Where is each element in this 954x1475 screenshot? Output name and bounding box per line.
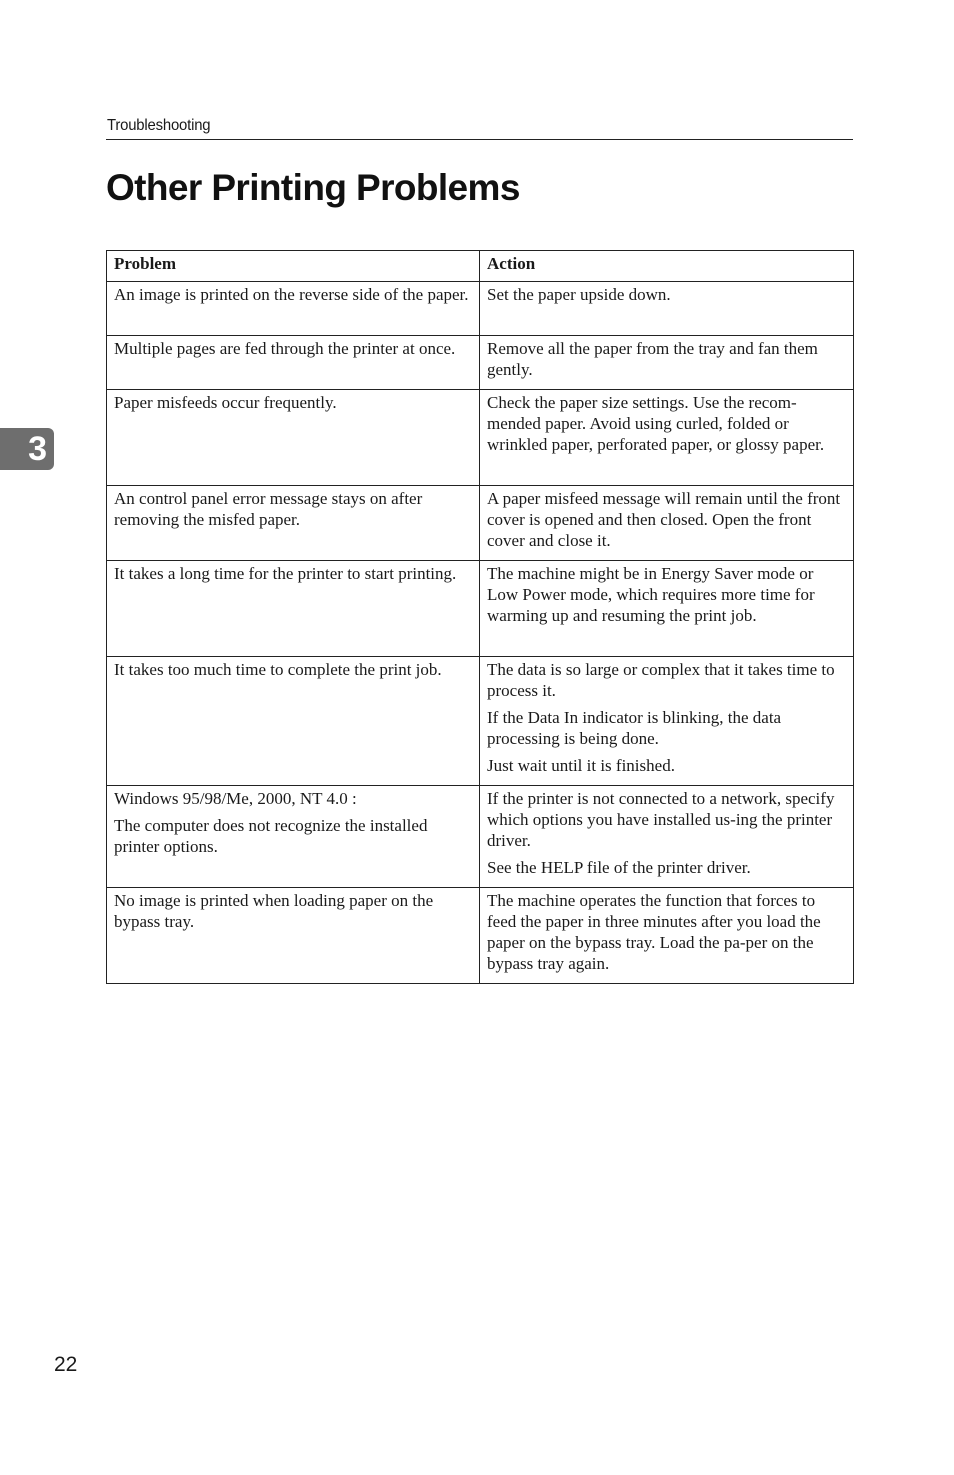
action-cell bbox=[480, 336, 854, 390]
problem-text: The computer does not recognize the installed printer options. bbox=[114, 816, 428, 856]
page-number: 22 bbox=[54, 1353, 78, 1376]
problem-cell bbox=[107, 390, 480, 486]
problem-text: An image is printed on the reverse side of the paper. bbox=[114, 285, 469, 304]
problem-text: It takes a long time for the printer to start printing. bbox=[114, 564, 457, 583]
problem-cell bbox=[107, 561, 480, 657]
problem-cell bbox=[107, 786, 480, 888]
action-text: Set the paper upside down. bbox=[487, 285, 671, 304]
action-cell bbox=[480, 786, 854, 888]
action-text: Just wait until it is finished. bbox=[487, 756, 675, 775]
action-cell bbox=[480, 888, 854, 984]
problem-cell bbox=[107, 888, 480, 984]
page-title: Other Printing Problems bbox=[106, 167, 520, 208]
action-text: A paper misfeed message will remain until the front cover is opened and then closed. Open the front cover and close it. bbox=[487, 489, 841, 550]
problem-cell bbox=[107, 486, 480, 561]
problem-cell bbox=[107, 282, 480, 336]
action-text: Check the paper size settings. Use the recom-mended paper. Avoid using curled, folded or wrinkled paper, perforated paper, or glossy paper. bbox=[487, 393, 825, 454]
action-cell bbox=[480, 282, 854, 336]
action-text: The machine might be in Energy Saver mode or Low Power mode, which requires more time for warming up and resuming the print job. bbox=[487, 564, 815, 625]
action-cell bbox=[480, 561, 854, 657]
header-rule bbox=[106, 139, 853, 140]
column-header-problem: Problem bbox=[107, 251, 480, 282]
problem-text: An control panel error message stays on after removing the misfed paper. bbox=[114, 489, 423, 529]
action-text: Remove all the paper from the tray and fan them gently. bbox=[487, 339, 818, 379]
action-text: If the Data In indicator is blinking, the data processing is being done. bbox=[487, 708, 782, 748]
problem-text: Windows 95/98/Me, 2000, NT 4.0 : bbox=[114, 789, 357, 808]
table-row bbox=[107, 390, 854, 486]
table-row bbox=[107, 786, 854, 888]
column-header-action: Action bbox=[480, 251, 854, 282]
table-row bbox=[107, 282, 854, 336]
action-text: If the printer is not connected to a network, specify which options you have installed us-ing the printer driver. bbox=[487, 789, 835, 850]
action-text: See the HELP file of the printer driver. bbox=[487, 858, 751, 877]
problem-cell bbox=[107, 336, 480, 390]
table-row bbox=[107, 561, 854, 657]
problem-cell bbox=[107, 657, 480, 786]
action-text: The data is so large or complex that it takes time to process it. bbox=[487, 660, 835, 700]
chapter-tab: 3 bbox=[0, 428, 54, 470]
problem-text: It takes too much time to complete the print job. bbox=[114, 660, 442, 679]
table-row bbox=[107, 888, 854, 984]
problem-text: No image is printed when loading paper on the bypass tray. bbox=[114, 891, 434, 931]
action-cell bbox=[480, 390, 854, 486]
action-cell bbox=[480, 657, 854, 786]
action-text: The machine operates the function that forces to feed the paper in three minutes after you load the paper on the bypass tray. Load the pa-per on the bypass tray again. bbox=[487, 891, 821, 973]
problem-text: Paper misfeeds occur frequently. bbox=[114, 393, 337, 412]
table-row bbox=[107, 486, 854, 561]
running-header: Troubleshooting bbox=[107, 117, 211, 134]
table-row bbox=[107, 336, 854, 390]
problem-text: Multiple pages are fed through the printer at once. bbox=[114, 339, 456, 358]
table-header-row bbox=[107, 251, 854, 282]
troubleshooting-table bbox=[106, 250, 854, 984]
table-row bbox=[107, 657, 854, 786]
action-cell bbox=[480, 486, 854, 561]
